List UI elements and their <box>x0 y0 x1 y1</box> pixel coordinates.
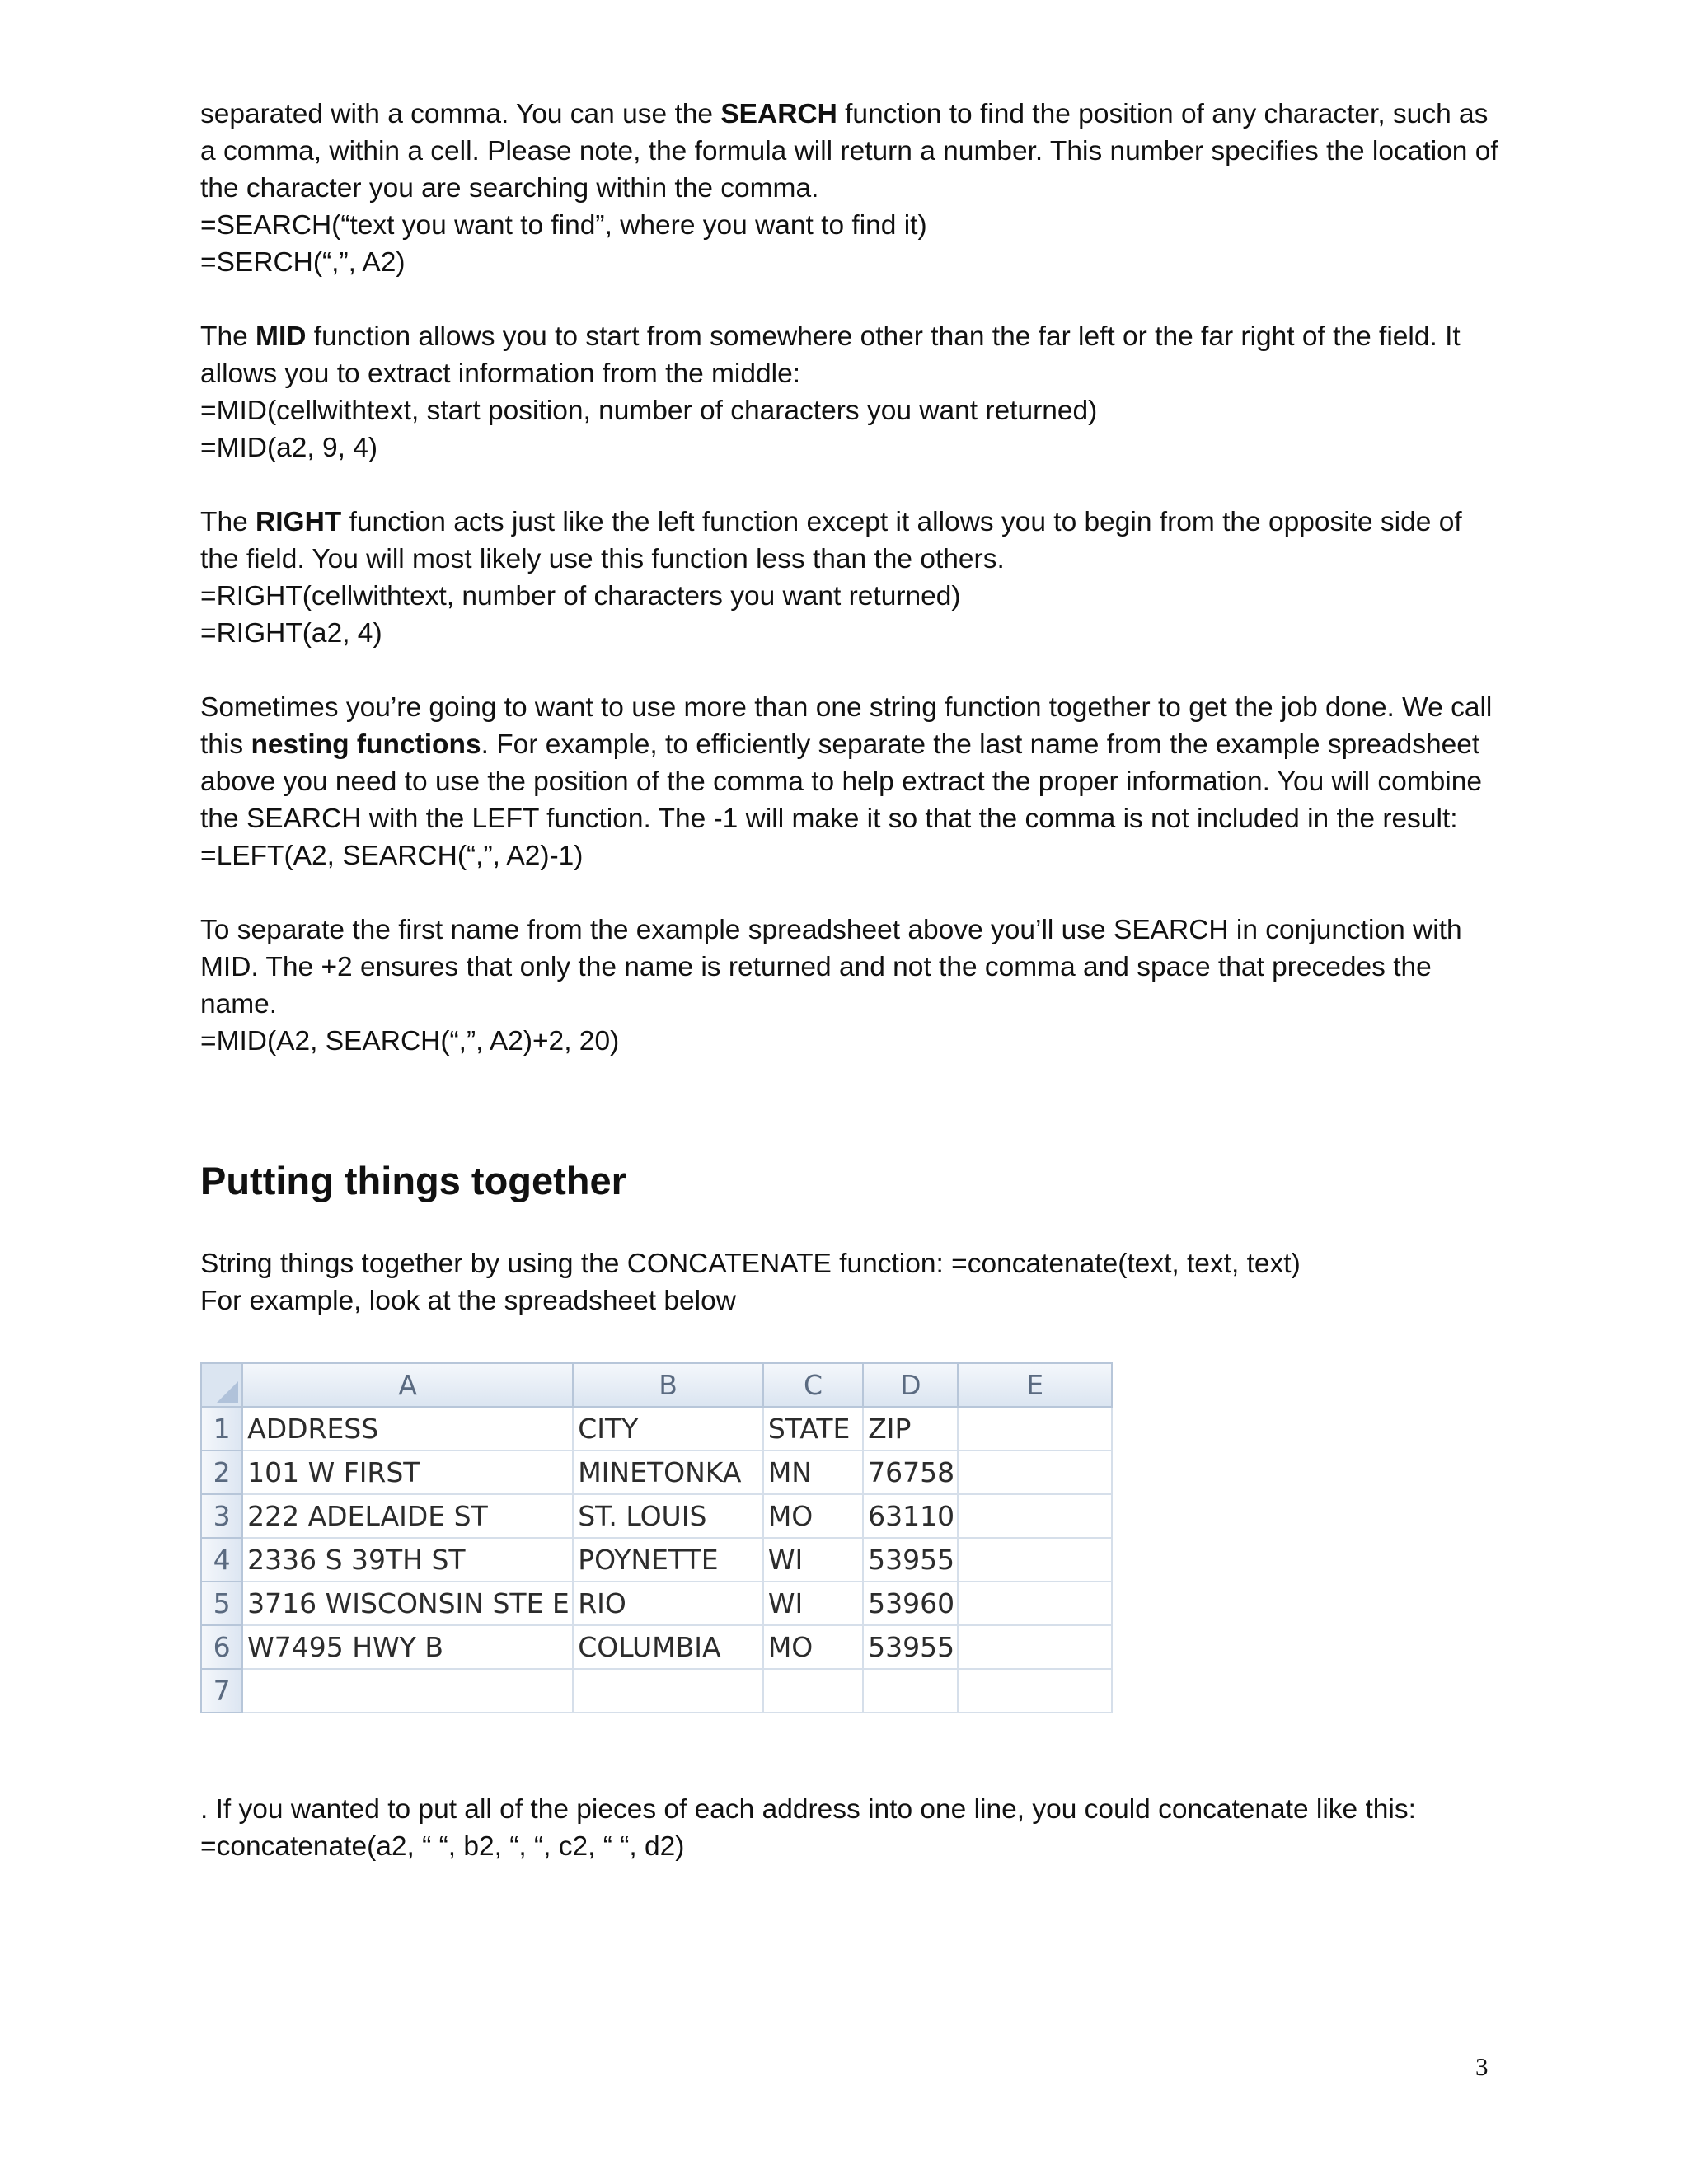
formula-line: =LEFT(A2, SEARCH(“,”, A2)-1) <box>200 841 584 871</box>
text-run: function allows you to start from somewhere other than the far left or the far right of the field. It allows you to extract information from the middle: <box>200 321 1461 389</box>
section-intro: For example, look at the spreadsheet below <box>200 1286 736 1316</box>
cell: ADDRESS <box>242 1407 573 1451</box>
row-number: 2 <box>201 1451 242 1494</box>
column-header: D <box>863 1363 958 1407</box>
cell <box>958 1669 1112 1713</box>
row-number: 4 <box>201 1538 242 1582</box>
cell: RIO <box>573 1582 763 1625</box>
table-row <box>201 1669 1112 1713</box>
cell: 53955 <box>863 1538 958 1582</box>
row-number: 5 <box>201 1582 242 1625</box>
cell <box>958 1494 1112 1538</box>
cell <box>242 1669 573 1713</box>
row-number: 1 <box>201 1407 242 1451</box>
formula-line: =concatenate(a2, “ “, b2, “, “, c2, “ “, d2) <box>200 1831 685 1862</box>
paragraph-mid <box>200 318 1503 392</box>
cell <box>958 1451 1112 1494</box>
cell: W7495 HWY B <box>242 1625 573 1669</box>
cell <box>863 1669 958 1713</box>
text-run: The <box>200 321 256 352</box>
document-page <box>200 96 1503 1865</box>
cell: 76758 <box>863 1451 958 1494</box>
paragraph-search <box>200 96 1503 207</box>
cell: 53955 <box>863 1625 958 1669</box>
column-header-row <box>201 1363 1112 1407</box>
cell: 63110 <box>863 1494 958 1538</box>
row-number: 3 <box>201 1494 242 1538</box>
bold-term: RIGHT <box>256 507 342 537</box>
cell <box>763 1669 863 1713</box>
section-intro: String things together by using the CONCATENATE function: =concatenate(text, text, text) <box>200 1249 1301 1279</box>
cell: STATE <box>763 1407 863 1451</box>
formula-line: =RIGHT(a2, 4) <box>200 618 382 649</box>
row-number: 7 <box>201 1669 242 1713</box>
text-run: function acts just like the left function except it allows you to begin from the opposite side of the field. You will most likely use this function less than the others. <box>200 507 1462 574</box>
text-run: Sometimes you’re going to want to use more than one string function together to get the job done. We call this <box>200 692 1493 760</box>
cell: COLUMBIA <box>573 1625 763 1669</box>
cell: MINETONKA <box>573 1451 763 1494</box>
table-row <box>201 1538 1112 1582</box>
paragraph-nesting <box>200 689 1503 837</box>
paragraph-first-name: To separate the first name from the example spreadsheet above you’ll use SEARCH in conjunction with MID. The +2 ensures that only the name is returned and not the comma and space that precedes the name. <box>200 915 1462 1019</box>
table-row <box>201 1407 1112 1451</box>
cell: ST. LOUIS <box>573 1494 763 1538</box>
cell <box>958 1538 1112 1582</box>
cell <box>958 1625 1112 1669</box>
cell <box>573 1669 763 1713</box>
cell: 101 W FIRST <box>242 1451 573 1494</box>
formula-line: =SEARCH(“text you want to find”, where you want to find it) <box>200 210 927 241</box>
column-header: A <box>242 1363 573 1407</box>
table-row <box>201 1582 1112 1625</box>
cell: CITY <box>573 1407 763 1451</box>
column-header: B <box>573 1363 763 1407</box>
cell: MO <box>763 1494 863 1538</box>
text-run: function to find the position of any character, such as a comma, within a cell. Please note, the formula will return a number. This number specifies the location of the character you are searching within the comma. <box>200 99 1498 204</box>
cell: 2336 S 39TH ST <box>242 1538 573 1582</box>
column-header: E <box>958 1363 1112 1407</box>
spreadsheet-image <box>200 1362 1113 1713</box>
cell <box>958 1582 1112 1625</box>
cell: WI <box>763 1582 863 1625</box>
closing-text: . If you wanted to put all of the pieces of each address into one line, you could concatenate like this: <box>200 1794 1416 1825</box>
corner-triangle-icon <box>217 1381 238 1403</box>
column-header: C <box>763 1363 863 1407</box>
cell: WI <box>763 1538 863 1582</box>
cell: 3716 WISCONSIN STE E <box>242 1582 573 1625</box>
cell: MO <box>763 1625 863 1669</box>
formula-line: =MID(a2, 9, 4) <box>200 433 378 463</box>
bold-term: SEARCH <box>720 99 837 129</box>
text-run: . For example, to efficiently separate the last name from the example spreadsheet above you need to use the position of the comma to help extract the proper information. You will combine the SEARCH with the LEFT function. The -1 will make it so that the comma is not included in the result: <box>200 729 1482 834</box>
formula-line: =MID(A2, SEARCH(“,”, A2)+2, 20) <box>200 1026 620 1057</box>
cell: ZIP <box>863 1407 958 1451</box>
row-number: 6 <box>201 1625 242 1669</box>
table-row <box>201 1451 1112 1494</box>
page-number: 3 <box>1475 2052 1489 2081</box>
cell: MN <box>763 1451 863 1494</box>
formula-line: =SERCH(“,”, A2) <box>200 247 406 278</box>
cell <box>958 1407 1112 1451</box>
paragraph-right <box>200 504 1503 578</box>
formula-line: =MID(cellwithtext, start position, number of characters you want returned) <box>200 396 1098 426</box>
table-row <box>201 1494 1112 1538</box>
bold-term: nesting functions <box>251 729 481 760</box>
cell: 53960 <box>863 1582 958 1625</box>
select-all-corner <box>201 1363 242 1407</box>
section-heading: Putting things together <box>200 1159 626 1202</box>
bold-term: MID <box>256 321 307 352</box>
formula-line: =RIGHT(cellwithtext, number of characters you want returned) <box>200 581 961 612</box>
text-run: separated with a comma. You can use the <box>200 99 721 129</box>
cell: POYNETTE <box>573 1538 763 1582</box>
text-run: The <box>200 507 256 537</box>
cell: 222 ADELAIDE ST <box>242 1494 573 1538</box>
table-row <box>201 1625 1112 1669</box>
